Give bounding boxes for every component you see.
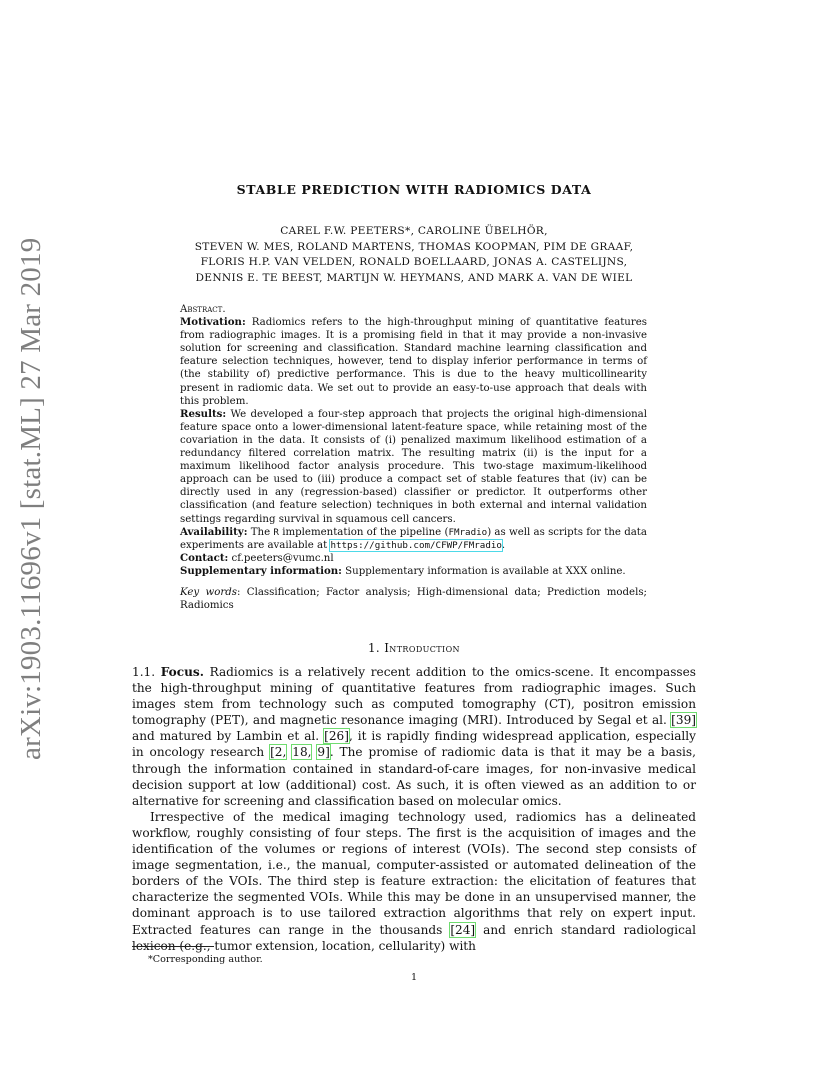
arxiv-identifier: arXiv:1903.11696v1 [stat.ML] 27 Mar 2019 <box>15 237 47 760</box>
author-line: DENNIS E. TE BEEST, MARTIJN W. HEYMANS, AND MARK A. VAN DE WIEL <box>195 271 633 284</box>
r-language: R <box>273 526 279 538</box>
results-text: We developed a four-step approach that projects the original high-dimensional feature space onto a lower-dimensional latent-feature space, while retaining most of the covariation in the data. It consists of (i) penalized maximum likelihood estimation of a redundancy filtered correlation matrix. The resulting matrix (ii) is the input for a maximum likelihood factor analysis procedure. This two-stage maximum-likelihood approach can be used to (iii) produce a compact set of stable features that (iv) can be directly used in any (regression-based) classifier or predictor. It outperforms other classification (and feature selection) techniques in both external and internal validation settings regarding survival in squamous cell cancers. <box>180 408 647 525</box>
paper-title: STABLE PREDICTION WITH RADIOMICS DATA <box>236 182 592 197</box>
body-text <box>132 664 696 954</box>
abstract <box>180 303 647 612</box>
citation-link[interactable]: 18, <box>292 745 312 760</box>
abstract-supplementary <box>180 565 647 578</box>
results-label: Results: <box>180 407 227 420</box>
contact-email: cf.peeters@vumc.nl <box>231 552 334 564</box>
availability-label: Availability: <box>180 525 248 538</box>
abstract-contact <box>180 552 647 565</box>
citation-link[interactable]: [2, <box>270 745 287 760</box>
citation-link[interactable]: 9] <box>317 745 330 760</box>
github-link[interactable]: https://github.com/CFWP/FMradio <box>330 539 502 551</box>
paragraph-workflow: Irrespective of the medical imaging technology used, radiomics has a delineated workflow, roughly consisting of four steps. The first is the acquisition of images and the identification of the volumes or regions of interest (VOIs). The second step consists of image segmentation, i.e., the manual, computer-assisted or automated delineation of the borders of the VOIs. The third step is feature extraction: the elicitation of features that characterize the segmented VOIs. While this may be done in an unsupervised manner, the dominant approach is to use tailored extraction algorithms that rely on expert input. Extracted features can range in the thousands [24] and enrich standard radiological lexicon (e.g., tumor extension, location, cellularity) with <box>132 809 696 953</box>
keywords-text: : Classification; Factor analysis; High-dimensional data; Prediction models; Radiomics <box>180 586 647 612</box>
subsection-label: Focus. <box>160 665 204 679</box>
footnote: *Corresponding author. <box>148 954 263 965</box>
contact-label: Contact: <box>180 551 229 564</box>
package-name: FMradio <box>448 526 488 538</box>
citation-link[interactable]: [39] <box>671 713 696 728</box>
abstract-availability: Availability: The R implementation of the pipeline (FMradio) as well as scripts for the data experiments are available at https://github.com/CFWP/FMradio. <box>180 525 647 551</box>
section-heading-introduction: 1. Introduction <box>368 641 460 655</box>
motivation-label: Motivation: <box>180 316 246 329</box>
abstract-heading: Abstract. <box>180 304 226 315</box>
keywords-label: Key words <box>180 586 237 598</box>
abstract-results <box>180 408 647 526</box>
citation-link[interactable]: [24] <box>450 922 476 937</box>
author-line: CAREL F.W. PEETERS*, CAROLINE ÜBELHÖR, <box>280 225 548 237</box>
supplementary-label: Supplementary information: <box>180 564 342 577</box>
page-number: 1 <box>410 972 418 983</box>
motivation-text: Radiomics refers to the high-throughput mining of quantitative features from radiographic images. It is a promising field in that it may provide a non-invasive solution for screening and classification. Standard machine learning classification and feature selection techniques, however, tend to display inferior performance in terms of (the stability of) predictive performance. This is due to the heavy multicollinearity present in radiomic data. We set out to provide an easy-to-use approach that deals with this problem. <box>180 317 647 407</box>
author-line: STEVEN W. MES, ROLAND MARTENS, THOMAS KOOPMAN, PIM DE GRAAF, <box>194 240 634 253</box>
abstract-motivation <box>180 316 647 408</box>
author-list <box>120 224 708 286</box>
citation-link[interactable]: [26] <box>324 729 349 744</box>
keywords <box>180 586 647 612</box>
paragraph-focus: 1.1. Focus. Radiomics is a relatively recent addition to the omics-scene. It encompasses the high-throughput mining of quantitative features from radiographic images. Such images stem from technology such as computed tomography (CT), positron emission tomography (PET), and magnetic resonance imaging (MRI). Introduced by Segal et al. [39] and matured by Lambin et al. [26], it is rapidly finding widespread application, especially in oncology research [2, 18, 9]. The promise of radiomic data is that it may be a basis, through the information contained in standard-of-care images, for non-invasive medical decision support at low (additional) cost. As such, it is often viewed as an addition to or alternative for screening and classification based on molecular omics. <box>132 665 696 808</box>
supplementary-text: Supplementary information is available at XXX online. <box>345 565 626 577</box>
footnote-divider <box>132 946 214 947</box>
author-line: FLORIS H.P. VAN VELDEN, RONALD BOELLAARD, JONAS A. CASTELIJNS, <box>200 256 628 268</box>
